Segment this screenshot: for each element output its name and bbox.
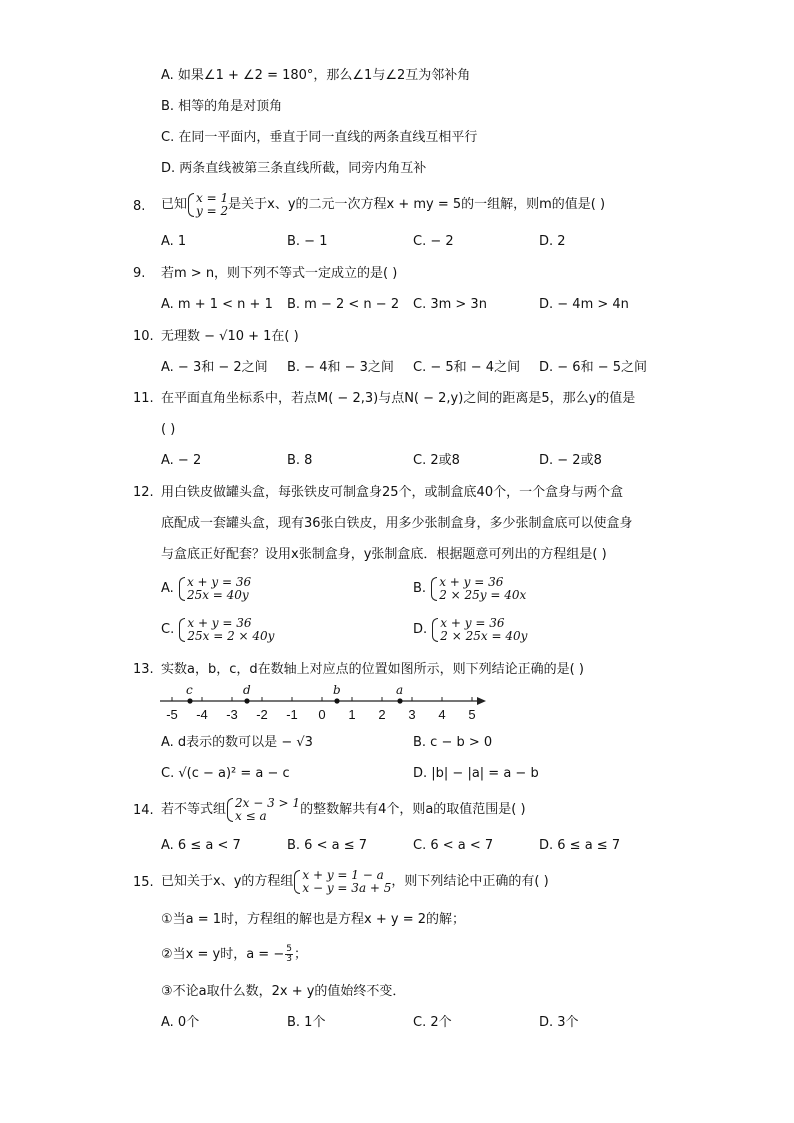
q11-stem-line2: ( ) [161,422,176,437]
q14-option-a: A. 6 ≤ a < 7 [161,838,241,853]
q9-option-d: D. − 4m > 4n [539,297,629,312]
number-line-point-label: c [186,683,193,697]
q15-eq2: x − y = 3a + 5 [302,880,392,895]
q11-option-d: D. − 2或8 [539,453,602,468]
number-line-tick-label: -1 [286,707,298,722]
number-line-point-d [244,698,249,703]
q15-statement-3: ③不论a取什么数，2x + y的值始终不变． [161,984,406,999]
q12-b-eq2: 2 × 25y = 40x [439,587,527,602]
q11-stem-line1: 在平面直角坐标系中，若点M( − 2,3)与点N( − 2,y)之间的距离是5，那么y的值是 [161,391,636,406]
q9-number: 9. [133,266,146,281]
q15-equation-system [293,869,391,895]
q12-stem-line3: 与盒底正好配套？设用x张制盒身，y张制盒底．根据题意可列出的方程组是( ) [161,547,607,562]
q10-option-d: D. − 6和 − 5之间 [539,360,647,375]
q9-option-a: A. m + 1 < n + 1 [161,297,273,312]
q8-option-d: D. 2 [539,234,566,249]
q8-option-c: C. − 2 [413,234,454,249]
q12-d-eq2: 2 × 25x = 40y [440,628,528,643]
q13-option-a: A. d表示的数可以是 − √3 [161,735,313,750]
q15-statement-2 [161,942,307,968]
q15-fraction-numerator: 5 [286,944,292,954]
q9-option-c: C. 3m > 3n [413,297,487,312]
q8-eq2: y = 2 [196,203,229,218]
q11-option-c: C. 2或8 [413,453,460,468]
q7-option-c: C. 在同一平面内，垂直于同一直线的两条直线互相平行 [161,130,478,145]
number-line-tick-label: 1 [348,707,356,722]
q12-a-eq2: 25x = 40y [186,587,249,602]
q12-d-eq1: x + y = 36 [440,615,505,630]
q7-option-d: D. 两条直线被第三条直线所截，同旁内角互补 [161,161,427,176]
q12-option-d-label: D. [413,622,428,637]
number-line-point-label: d [243,683,251,697]
q12-option-b-system [430,576,526,602]
q15-option-d: D. 3个 [539,1015,579,1030]
number-line-tick-label: -5 [166,707,178,722]
q15-statement-1: ①当a = 1时，方程组的解也是方程x + y = 2的解； [161,912,466,927]
q12-option-b-label: B. [413,581,427,596]
q13-option-b: B. c − b > 0 [413,735,493,750]
q11-option-b: B. 8 [287,453,313,468]
q14-option-c: C. 6 < a < 7 [413,838,494,853]
q7-option-a: A. 如果∠1 + ∠2 = 180°，那么∠1与∠2互为邻补角 [161,68,471,83]
q15-stem [161,865,549,899]
q14-stem [161,793,526,827]
q11-option-a: A. − 2 [161,453,202,468]
q8-stem-pre: 已知 [161,197,188,212]
q12-c-eq2: 25x = 2 × 40y [187,628,275,643]
q14-stem-post: 的整数解共有4个，则a的取值范围是( ) [300,802,526,817]
q12-stem-line2: 底配成一套罐头盒，现有36张白铁皮，用多少张制盒身，多少张制盒底可以使盒身 [161,516,633,531]
q15-option-b: B. 1个 [287,1015,326,1030]
q12-b-eq1: x + y = 36 [439,574,504,589]
number-line-tick-label: -4 [196,707,208,722]
q8-option-b: B. − 1 [287,234,328,249]
number-line-point-a [397,698,402,703]
q13-stem: 实数a，b，c，d在数轴上对应点的位置如图所示，则下列结论正确的是( ) [161,662,584,677]
q10-stem: 无理数 − √10 + 1在( ) [161,329,299,344]
number-line-point-b [334,698,339,703]
number-line-tick-label: 2 [378,707,386,722]
q8-number: 8. [133,199,146,214]
q12-stem-line1: 用白铁皮做罐头盒，每张铁皮可制盒身25个，或制盒底40个，一个盒身与两个盒 [161,485,624,500]
q14-option-b: B. 6 < a ≤ 7 [287,838,368,853]
q15-number: 15. [133,875,154,890]
q12-option-a-system [178,576,251,602]
q8-eq1: x = 1 [196,190,229,205]
number-line-tick-label: 0 [318,707,326,722]
q15-statement-2-end: ； [293,947,307,962]
q15-eq1: x + y = 1 − a [302,867,384,882]
q15-option-c: C. 2个 [413,1015,452,1030]
q12-option-c-label: C. [161,622,175,637]
q10-option-b: B. − 4和 − 3之间 [287,360,394,375]
q15-stem-post: ，则下列结论中正确的有( ) [391,874,549,889]
q15-fraction-denominator: 3 [286,954,292,964]
q12-option-c-system [178,617,274,643]
q13-number: 13. [133,662,154,677]
q13-option-c: C. √(c − a)² = a − c [161,766,290,781]
number-line-tick-label: 4 [438,707,446,722]
q14-ineq1: 2x − 3 > 1 [235,795,301,810]
q12-c-eq1: x + y = 36 [187,615,252,630]
q15-fraction [285,945,293,964]
q13-option-d: D. |b| − |a| = a − b [413,766,539,781]
q15-option-a: A. 0个 [161,1015,200,1030]
q14-ineq2: x ≤ a [235,808,267,823]
number-line-tick-label: 3 [408,707,416,722]
q14-number: 14. [133,803,154,818]
q10-option-a: A. − 3和 − 2之间 [161,360,268,375]
q12-option-b [413,572,526,606]
q9-option-b: B. m − 2 < n − 2 [287,297,400,312]
number-line-point-label: b [333,683,341,697]
q12-option-d [413,613,527,647]
q15-statement-2-text: ②当x = y时，a = − [161,947,285,962]
q8-option-a: A. 1 [161,234,187,249]
q12-number: 12. [133,485,154,500]
q10-option-c: C. − 5和 − 4之间 [413,360,521,375]
q12-option-a [161,572,251,606]
number-line-tick-label: -3 [226,707,238,722]
q14-inequality-system [226,797,300,823]
q8-equation-system [187,192,228,218]
q12-option-d-system [431,617,527,643]
number-line-arrow-icon [477,697,486,705]
q12-a-eq1: x + y = 36 [186,574,252,589]
number-line-tick-label: -2 [256,707,268,722]
q12-option-c [161,613,274,647]
q14-option-d: D. 6 ≤ a ≤ 7 [539,838,621,853]
q14-stem-pre: 若不等式组 [161,802,227,817]
number-line-point-label: a [396,683,404,697]
number-line-tick-label: 5 [468,707,476,722]
number-line-figure [150,683,495,725]
q9-stem: 若m > n，则下列不等式一定成立的是( ) [161,266,398,281]
q8-stem [161,190,605,220]
q11-number: 11. [133,391,154,406]
q10-number: 10. [133,329,154,344]
q8-stem-post: 是关于x、y的二元一次方程x + my = 5的一组解，则m的值是( ) [228,197,606,212]
q7-option-b: B. 相等的角是对顶角 [161,99,283,114]
number-line-point-c [187,698,192,703]
q15-stem-pre: 已知关于x、y的方程组 [161,874,294,889]
q12-option-a-label: A. [161,581,174,596]
